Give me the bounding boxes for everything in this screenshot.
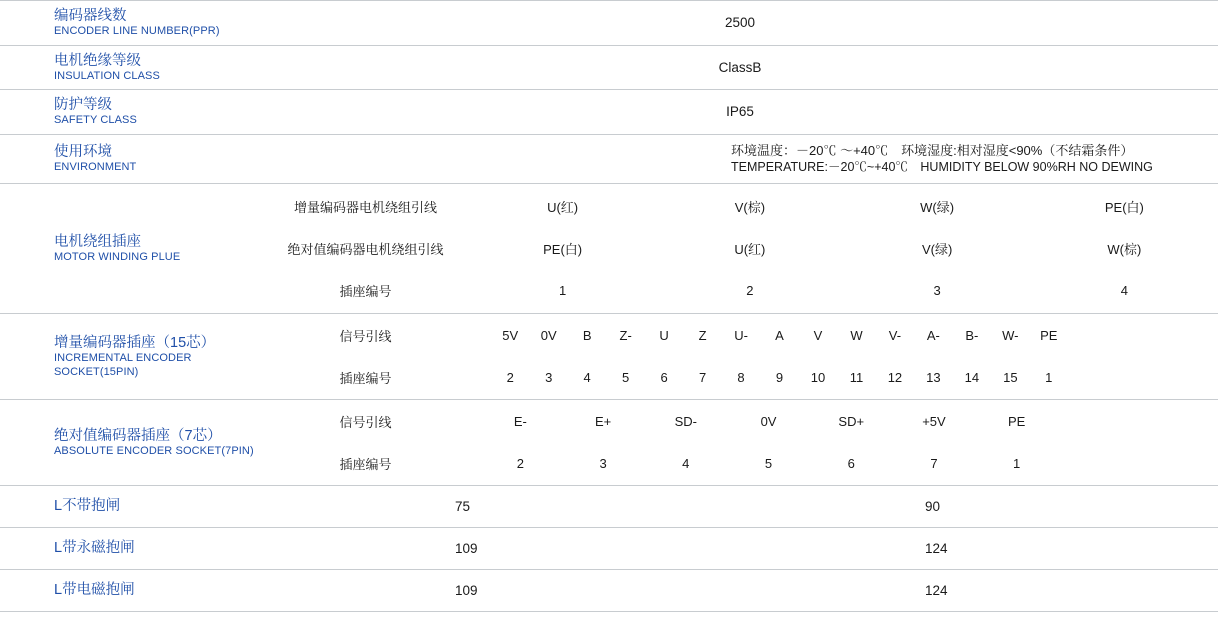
cell: 3 xyxy=(933,283,941,299)
sub-row xyxy=(262,270,1218,312)
cell: 15 xyxy=(1003,370,1018,386)
cell: V xyxy=(813,328,823,344)
length-value-a: 109 xyxy=(455,541,478,557)
row-label-cn: L带电磁抱闸 xyxy=(54,582,135,599)
cell: 13 xyxy=(926,370,941,386)
table-row-incremental-socket xyxy=(0,314,1218,400)
cell: 7 xyxy=(930,456,938,472)
cell: V(棕) xyxy=(734,200,766,216)
table-row-length xyxy=(0,528,1218,570)
incremental-socket-subtable xyxy=(262,314,1218,399)
length-value-b: 90 xyxy=(925,499,941,515)
row-label-en: MOTOR WINDING PLUE xyxy=(54,250,181,263)
cell: U xyxy=(659,328,669,344)
sub-row-name: 插座编号 xyxy=(339,284,392,300)
cell: A xyxy=(775,328,784,344)
sub-row-name: 绝对值编码器电机绕组引线 xyxy=(287,242,444,258)
cell: 3 xyxy=(599,456,607,472)
sub-row-name: 信号引线 xyxy=(339,415,392,431)
sub-row-values xyxy=(469,370,1218,385)
cell: 6 xyxy=(847,456,855,472)
cell: 5 xyxy=(622,370,630,386)
sub-row-name: 插座编号 xyxy=(339,371,392,387)
sub-row-values xyxy=(469,414,1218,429)
sub-row xyxy=(262,315,1218,357)
cell: A- xyxy=(926,328,940,344)
table-row-length xyxy=(0,486,1218,528)
cell: W xyxy=(850,328,863,344)
cell: PE(白) xyxy=(543,242,583,258)
row-label xyxy=(0,539,262,557)
row-label xyxy=(0,400,262,485)
sub-row-name: 插座编号 xyxy=(339,457,392,473)
sub-row xyxy=(262,357,1218,399)
cell: U- xyxy=(734,328,748,344)
cell: PE xyxy=(1040,328,1058,344)
cell: SD+ xyxy=(838,414,865,430)
table-row xyxy=(0,46,1218,91)
row-label-cn: 编码器线数 xyxy=(54,8,127,24)
row-label xyxy=(0,184,262,313)
cell: 1 xyxy=(559,283,567,299)
winding-plug-subtable xyxy=(262,184,1218,313)
cell: 14 xyxy=(964,370,980,386)
row-label-cn: L不带抱闸 xyxy=(54,498,121,515)
sub-row-name: 信号引线 xyxy=(339,329,392,345)
cell: 5 xyxy=(764,456,773,472)
row-value: IP65 xyxy=(726,104,754,120)
row-label xyxy=(0,135,262,183)
cell: E+ xyxy=(594,414,612,430)
cell: 12 xyxy=(887,370,903,386)
length-value-a: 109 xyxy=(455,583,478,599)
sub-row-values xyxy=(469,328,1218,343)
sub-row-name: 增量编码器电机绕组引线 xyxy=(293,200,437,216)
table-row-winding-plug xyxy=(0,184,1218,314)
row-label xyxy=(0,497,262,515)
cell: SD- xyxy=(674,414,697,430)
row-value: 2500 xyxy=(724,15,756,31)
table-row xyxy=(0,0,1218,46)
environment-values xyxy=(262,135,1218,183)
cell: B xyxy=(582,328,592,344)
row-label-en: ABSOLUTE ENCODER SOCKET(7PIN) xyxy=(54,444,254,457)
cell: 9 xyxy=(775,370,784,386)
table-bottom-spacer xyxy=(0,612,1218,632)
cell: 5V xyxy=(502,328,519,344)
row-label-en: ENVIRONMENT xyxy=(54,161,137,174)
absolute-socket-subtable xyxy=(262,400,1218,485)
cell: PE xyxy=(1008,414,1026,430)
cell: Z- xyxy=(619,328,632,344)
row-label-en: ENCODER LINE NUMBER(PPR) xyxy=(54,25,220,38)
length-value-b: 124 xyxy=(925,541,948,557)
cell: 6 xyxy=(660,370,668,386)
cell: 2 xyxy=(506,370,514,386)
cell: 8 xyxy=(737,370,745,386)
cell: 4 xyxy=(1120,283,1128,299)
sub-row-values xyxy=(469,239,1218,258)
cell: 4 xyxy=(682,456,690,472)
cell: 10 xyxy=(810,370,826,386)
row-label xyxy=(0,314,262,399)
cell: W- xyxy=(1002,328,1019,344)
cell: 2 xyxy=(746,283,754,299)
sub-row xyxy=(262,228,1218,270)
cell: U(红) xyxy=(734,242,766,258)
cell: B- xyxy=(965,328,979,344)
cell: 11 xyxy=(849,370,864,386)
cell: PE(白) xyxy=(1104,200,1144,216)
cell: 4 xyxy=(583,370,591,386)
row-label-cn: 增量编码器插座（15芯） xyxy=(54,335,216,352)
cell: 2 xyxy=(516,456,524,472)
cell: W(棕) xyxy=(1107,242,1142,258)
cell: +5V xyxy=(922,414,946,430)
cell: 3 xyxy=(545,370,553,386)
row-label-en: SAFETY CLASS xyxy=(54,114,137,127)
row-label xyxy=(0,46,262,90)
sub-row-values xyxy=(469,197,1218,216)
sub-row xyxy=(262,186,1218,228)
cell: W(绿) xyxy=(920,200,955,216)
row-label xyxy=(0,90,262,134)
length-value-b: 124 xyxy=(925,583,948,599)
row-label-cn: 使用环境 xyxy=(54,144,112,161)
row-label xyxy=(0,581,262,599)
row-value: ClassB xyxy=(718,59,762,75)
row-label-cn: 防护等级 xyxy=(54,97,112,114)
row-label-cn: 绝对值编码器插座（7芯） xyxy=(54,427,222,444)
sub-row xyxy=(262,443,1218,485)
sub-row-values xyxy=(469,283,1218,298)
row-label-cn: L带永磁抱闸 xyxy=(54,540,135,557)
table-row-absolute-socket xyxy=(0,400,1218,486)
cell: V- xyxy=(888,328,902,344)
table-row xyxy=(0,90,1218,135)
sub-row xyxy=(262,401,1218,443)
cell: 7 xyxy=(698,370,707,386)
row-label-en: INSULATION CLASS xyxy=(54,69,160,82)
cell: 1 xyxy=(1013,456,1021,472)
row-label-en-2: SOCKET(15PIN) xyxy=(54,365,139,378)
row-label-cn: 电机绝缘等级 xyxy=(54,52,141,69)
length-value-a: 75 xyxy=(455,499,471,515)
cell: E- xyxy=(513,414,527,430)
cell: Z xyxy=(698,328,707,344)
cell: 0V xyxy=(540,328,557,344)
cell: 0V xyxy=(760,414,777,430)
row-label-en-1: INCREMENTAL ENCODER xyxy=(54,352,192,365)
row-label-cn: 电机绕组插座 xyxy=(54,233,141,250)
cell: 1 xyxy=(1045,370,1053,386)
table-row-length xyxy=(0,570,1218,612)
cell: U(红) xyxy=(547,200,579,216)
row-label xyxy=(0,1,262,45)
table-row-environment xyxy=(0,135,1218,184)
sub-row-values xyxy=(469,456,1218,471)
environment-line-cn: 环境温度：－20℃ ～+40℃ 环境湿度:相对湿度<90%（不结霜条件） xyxy=(731,142,1134,158)
environment-line-en: TEMPERATURE:－20℃~+40℃ HUMIDITY BELOW 90%RH NO DEWING xyxy=(731,160,1153,175)
cell: V(绿) xyxy=(921,242,953,258)
